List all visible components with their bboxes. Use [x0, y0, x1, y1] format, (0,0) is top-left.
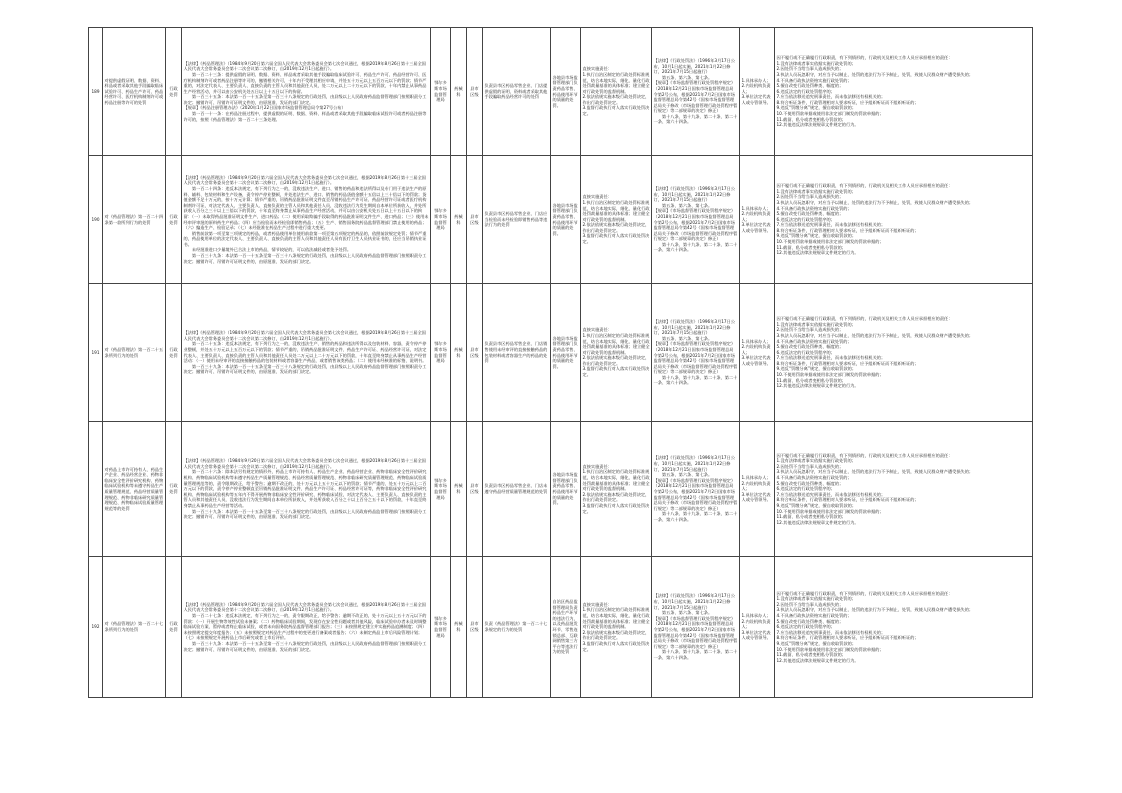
responsible-persons-cell: 1.具体承办人； 2.内设机构负责人； 3.单位法定代表人或分管领导。 [740, 28, 775, 156]
responsibility-scope-cell: 负责县市区药品零售企业、门店销售使用未经审评的直接接触药品的包装材料或者容器生产的药品的处罚 [483, 284, 551, 422]
responsibility-scope-cell: 负责《药品管理法》第一百二十七条规定的行为的处罚 [483, 557, 551, 698]
power-list-table [88, 27, 1033, 698]
item-type-cell: 行政处罚 [166, 156, 182, 284]
responsibility-law-basis-cell: 【法律】《行政处罚法》（1996年3月17日公布，10月1日起实施，2021年1月22日修订，2021年7月15日起施行） 第五条、第六条、第七条。 【规章】《市场监督管理行政处罚程序规定》（2018年12月21日国家市场监督管理总局令第2号公布，根据2021年7月2日国家市场监督管理总局令第42号《国家市场监督管理总局关于修改〈市场监督管理行政处罚程序暂行规定〉等二部规章的决定》修正） 第十八条、第十九条、第二十条、第二十一条、第六十四条。 [652, 557, 740, 698]
responsible-section-cell: 药械科 [451, 156, 467, 284]
responsible-persons-cell: 1.具体承办人； 2.内设机构负责人； 3.单位法定代表人或分管领导。 [740, 156, 775, 284]
item-name-cell: 对药品上市许可持有人、药品生产企业、药品经营企业、药物非临床安全性评价研究机构、药物临床试验机构等未遵守药品生产质量管理规范、药品经营质量管理规范、药物非临床研究质量管理规范、药物临床试验质量管理规范等的处罚 [103, 422, 166, 557]
item-name-cell: 对提供虚假证明、数据、资料、样品或者采取其他手段骗取临床试验许可、药品生产许可、药品经营许可、医疗机构制剂许可或药品注册等许可的处罚 [103, 28, 166, 156]
responsible-section-cell: 药械科 [451, 422, 467, 557]
level-scope-cell: 县市区级 [467, 156, 483, 284]
legal-basis-cell: 【法律】《药品管理法》（1984年9月20日第六届全国人民代表大会常务委员会第七次会议通过，根据2019年8月26日第十三届全国人民代表大会常务委员会第十二次会议第二次修订，自2019年12月1日起施行）。 第一百二十六条：除本法另有规定的情形外，药品上市许可持有人、药品生产企业、药品经营企业、药物非临床安全性评价研究机构、药物临床试验机构等未遵守药品生产质量管理规范、药品经营质量管理规范、药物非临床研究质量管理规范、药物临床试验质量管理规范等的，责令限期改正，给予警告；逾期不改正的，处十万元以上五十万元以下的罚款；情节严重的，处五十万元以上二百万元以下的罚款，责令停产停业整顿直至吊销药品批准证明文件、药品生产许可证、药品经营许可证等，药物非临床安全性评价研究机构、药物临床试验机构等五年内不得开展药物非临床安全性评价研究、药物临床试验，对法定代表人、主要负责人、直接负责的主管人员和其他责任人员，没收违法行为发生期间自本单位所获收入，并处所获收入百分之十以上百分之五十以下的罚款，十年直至终身禁止从事药品生产经营等活动。 第一百三十九条：本法第一百一十五条至第一百三十八条规定的行政处罚，由县级以上人民政府药品监督管理部门按照职责分工决定；撤销许可、吊销许可证明文件的，由原批准、发证的部门决定。 [182, 422, 431, 557]
level-scope-cell: 县市区级 [467, 422, 483, 557]
item-type-cell: 行政处罚 [166, 28, 182, 156]
item-type-cell: 行政处罚 [166, 422, 182, 557]
division-of-duties-cell: 各地县市场监督管理部门负责药品零售、药品使用环节的质量的处罚。 [551, 284, 581, 422]
implementing-department-cell: 鄂尔多斯市场监督管理局 [431, 557, 451, 698]
division-of-duties-cell: 自治区药品监督管理局负责药品生产环节的违法行为，以及药品批发环节、零售连锁总部、互联网销售第三方平台等违法行为的处罚 [551, 557, 581, 698]
table-row [89, 422, 1033, 557]
responsible-persons-cell: 1.具体承办人； 2.内设机构负责人； 3.单位法定代表人或分管领导。 [740, 557, 775, 698]
division-of-duties-cell: 各地县市场监督管理部门负责药品零售、药品使用环节的质量的处罚。 [551, 156, 581, 284]
legal-basis-cell: 【法律】《药品管理法》（1984年9月20日第六届全国人民代表大会常务委员会第七次会议通过，根据2019年8月26日第十三届全国人民代表大会常务委员会第十二次会议第二次修订，自2019年12月1日起施行）。 第一百二十七条：违反本法规定，有下列行为之一的，责令限期改正，给予警告；逾期不改正的，处十万元以上五十万元以下的罚款：（一）开展生物等效性试验未备案；（二）药物临床试验期间，发现存在安全性问题或者其他风险，临床试验申办者未及时调整临床试验方案、暂停或者终止临床试验，或者未向国务院药品监督管理部门报告；（三）未按照规定建立并实施药品追溯制度；（四）未按照规定提交年度报告；（五）未按照规定对药品生产过程中的变更进行备案或者报告；（六）未制定药品上市后风险管理计划；（七）未按照规定开展药品上市后研究或者上市后评价。 第一百三十九条：本法第一百一十五条至第一百三十八条规定的行政处罚，由县级以上人民政府药品监督管理部门按照职责分工决定；撤销许可、吊销许可证明文件的，由原批准、发证的部门决定。 [182, 557, 431, 698]
legal-basis-cell: 【法律】《药品管理法》（1984年9月20日第六届全国人民代表大会常务委员会第七次会议通过，根据2019年8月26日第十三届全国人民代表大会常务委员会第十二次会议第二次修订，自2019年12月1日起施行）。 第一百二十四条：违反本法规定，有下列行为之一的，没收违法生产、进口、销售的药品和违法所得以及专门用于违法生产的原料、辅料、包装材料和生产设备，责令停产停业整顿，并处违法生产、进口、销售的药品货值金额十五倍以上三十倍以下的罚款；货值金额不足十万元的，按十万元计算；情节严重的，吊销药品批准证明文件直至吊销药品生产许可证、药品经营许可证或者医疗机构制剂许可证，对法定代表人、主要负责人、直接负责的主管人员和其他责任人员，没收违法行为发生期间自本单位所获收入，并处所获收入百分之三十以上三倍以下的罚款，十年直至终身禁止从事药品生产经营活动，并可以由公安机关处五日以上十五日以下的拘留：（一）未取得药品批准证明文件生产、进口药品；（二）使用采取欺骗手段取得的药品批准证明文件生产、进口药品；（三）使用未经审评审批的原料药生产药品；（四）应当检验而未经检验即销售药品；（五）生产、销售国务院药品监督管理部门禁止使用的药品；（六）编造生产、检验记录；（七）未经批准在药品生产过程中进行重大变更。 销售前款第一项至第三项规定的药品，或者药品使用单位使用前款第一项至第五项规定的药品的，依照前款规定处罚；情节严重的，药品使用单位的法定代表人、主要负责人、直接负责的主管人员和其他责任人员有医疗卫生人员执业证书的，还应当吊销执业证书。 未经批准进口少量境外已合法上市的药品，情节较轻的，可以依法减轻或者免予处罚。 第一百三十九条：本法第一百一十五条至第一百三十八条规定的行政处罚，由县级以上人民政府药品监督管理部门按照职责分工决定；撤销许可、吊销许可证明文件的，由原批准、发证的部门决定。 [182, 156, 431, 284]
accountability-clauses-cell: 因不履行或不正确履行行政职责，有下列情形的，行政机关及相关工作人员应承担相应的责任： 1.没有法律或者事实依据实施行政处罚的； 2.因处罚不当给当事人造成损失的； 3.执法人员玩忽职守，对应当予以制止、处罚的违法行为不予制止、处罚，致使人民群众财产遭受损失的； 4.不具备行政执法资格实施行政处罚的； 5.擅自改变行政处罚种类、幅度的； 6.违反法定的行政处罚程序的； 7.应当依法移送追究刑事责任，而未依法移送有权机关的； 8.符合听证条件，行政管理相对人要求听证，应予组织听证而不组织听证的； 9.违反“罚缴分离”规定，擅自收取罚款的； 10.不使用罚款单据或使用非法定部门制发的罚款单据的； 11.截留、私分或者变相私分罚款的； 12.其他违反法律法规规章文件规定的行为。 [775, 422, 1033, 557]
responsible-persons-cell: 1.具体承办人； 2.内设机构负责人； 3.单位法定代表人或分管领导。 [740, 422, 775, 557]
responsibility-law-basis-cell: 【法律】《行政处罚法》（1996年3月17日公布，10月1日起实施，2021年1月22日修订，2021年7月15日起施行） 第五条、第六条、第七条。 【规章】《市场监督管理行政处罚程序规定》（2018年12月21日国家市场监督管理总局令第2号公布，根据2021年7月2日国家市场监督管理总局令第42号《国家市场监督管理总局关于修改〈市场监督管理行政处罚程序暂行规定〉等二部规章的决定》修正） 第十八条、第十九条、第二十条、第二十一条、第六十四条。 [652, 422, 740, 557]
responsible-persons-cell: 1.具体承办人； 2.内设机构负责人； 3.单位法定代表人或分管领导。 [740, 284, 775, 422]
legal-basis-cell: 【法律】《药品管理法》（1984年9月20日第六届全国人民代表大会常务委员会第七次会议通过，根据2019年8月26日第十三届全国人民代表大会常务委员会第十二次会议第二次修订，自2019年12月1日起施行）。 第一百二十五条：违反本法规定，有下列行为之一的，没收违法生产、销售的药品和违法所得以及包装材料、容器，责令停产停业整顿，并处五十万元以上五百万元以下的罚款；情节严重的，吊销药品批准证明文件、药品生产许可证、药品经营许可证，对法定代表人、主要负责人、直接负责的主管人员和其他责任人员处二万元以上二十万元以下的罚款，十年直至终身禁止从事药品生产经营活动：（一）使用未经审评的直接接触药品的包装材料或者容器生产药品，或者销售该类药品；（二）使用未经核准的标签、说明书。 第一百三十九条：本法第一百一十五条至第一百三十八条规定的行政处罚，由县级以上人民政府药品监督管理部门按照职责分工决定；撤销许可、吊销许可证明文件的，由原批准、发证的部门决定。 [182, 284, 431, 422]
implementing-department-cell: 鄂尔多斯市场监督管理局 [431, 422, 451, 557]
responsibility-content-cell: 直接实施责任： 1.执行自治区制定的行政处罚标准规范，结合本地实际，细化、量化行政处罚裁量基准的具体标准；建立健全对行政处罚的监督机制。 2.依法依规实施本级行政处罚决定，作出行政处罚决定。 3.监督行政执行对人落实行政处罚决定。 [581, 284, 652, 422]
responsibility-scope-cell: 负责县市区药品零售企业、门店提供虚假的证明、资料或者采取其他手段骗取药品经营许可的处罚 [483, 28, 551, 156]
accountability-clauses-cell: 因不履行或不正确履行行政职责，有下列情形的，行政机关及相关工作人员应承担相应的责任： 1.没有法律或者事实依据实施行政处罚的； 2.因处罚不当给当事人造成损失的； 3.执法人员玩忽职守，对应当予以制止、处罚的违法行为不予制止、处罚，致使人民群众财产遭受损失的； 4.不具备行政执法资格实施行政处罚的； 5.擅自改变行政处罚种类、幅度的； 6.违反法定的行政处罚程序的； 7.应当依法移送追究刑事责任，而未依法移送有权机关的； 8.符合听证条件，行政管理相对人要求听证，应予组织听证而不组织听证的； 9.违反“罚缴分离”规定，擅自收取罚款的； 10.不使用罚款单据或使用非法定部门制发的罚款单据的； 11.截留、私分或者变相私分罚款的； 12.其他违反法律法规规章文件规定的行为。 [775, 28, 1033, 156]
responsibility-scope-cell: 负责县市区药品零售企业、门店未遵守药品经营质量管理规范的处罚 [483, 422, 551, 557]
table-row [89, 284, 1033, 422]
item-number-cell [89, 422, 103, 557]
responsibility-content-cell: 直接实施责任： 1.执行自治区制定的行政处罚标准规范，结合本地实际，细化、量化行政处罚裁量基准的具体标准；建立健全对行政处罚的监督机制。 2.依法依规实施本级行政处罚决定，作出行政处罚决定。 3.监督行政执行对人落实行政处罚决定。 [581, 156, 652, 284]
responsibility-law-basis-cell: 【法律】《行政处罚法》（1996年3月17日公布，10月1日起实施，2021年1月22日修订，2021年7月15日起施行） 第五条、第六条、第七条。 【规章】《市场监督管理行政处罚程序规定》（2018年12月21日国家市场监督管理总局令第2号公布，根据2021年7月2日国家市场监督管理总局令第42号《国家市场监督管理总局关于修改〈市场监督管理行政处罚程序暂行规定〉等二部规章的决定》修正） 第十八条、第十九条、第二十条、第二十一条、第六十四条。 [652, 156, 740, 284]
item-name-cell: 对《药品管理法》第一百二十五条所列行为的处罚 [103, 284, 166, 422]
legal-basis-cell: 【法律】《药品管理法》（1984年9月20日第六届全国人民代表大会常务委员会第七次会议通过，根据2019年8月26日第十三届全国人民代表大会常务委员会第十二次会议第二次修订，自2019年12月1日起施行）。 第一百二十三条：提供虚假的证明、数据、资料、样品或者采取其他手段骗取临床试验许可、药品生产许可、药品经营许可、医疗机构制剂许可或者药品注册等许可的，撤销相关许可，十年内不受理其相应申请，并处五十万元以上五百万元以下的罚款；情节严重的，对法定代表人、主要负责人、直接负责的主管人员和其他责任人员，处二万元以上二十万元以下的罚款，十年内禁止从事药品生产经营活动，并可以由公安机关处五日以上十五日以下的拘留。 第一百三十五条：本法第一百一十五条至第一百三十八条规定的行政处罚，由县级以上人民政府药品监督管理部门按照职责分工决定；撤销许可、吊销许可证明文件的，由原批准、发证的部门决定。 【规章】《药品注册管理办法》（2020年1月22日国家市场监督管理总局令第27号公布） 第一百一十一条：在药品注册过程中，提供虚假的证明、数据、资料、样品或者采取其他手段骗取临床试验许可或者药品注册等许可的，按照《药品管理法》第一百二十三条处理。 [182, 28, 431, 156]
responsible-section-cell: 药械科 [451, 284, 467, 422]
item-type-cell: 行政处罚 [166, 557, 182, 698]
responsibility-content-cell: 直接实施责任： 1.执行自治区制定的行政处罚标准规范，结合本地实际，细化、量化行政处罚裁量基准的具体标准；建立健全对行政处罚的监督机制。 2.依法依规实施本级行政处罚决定，作出行政处罚决定。 3.监督行政执行对人落实行政处罚决定。 [581, 28, 652, 156]
item-number-cell: 190 [89, 156, 103, 284]
responsible-section-cell: 药械科 [451, 557, 467, 698]
item-number-cell: 192 [89, 557, 103, 698]
responsibility-law-basis-cell: 【法律】《行政处罚法》（1996年3月17日公布，10月1日起实施，2021年1月22日修订，2021年7月15日起施行） 第五条、第六条、第七条。 【规章】《市场监督管理行政处罚程序规定》（2018年12月21日国家市场监督管理总局令第2号公布，根据2021年7月2日国家市场监督管理总局令第42号《国家市场监督管理总局关于修改〈市场监督管理行政处罚程序暂行规定〉等二部规章的决定》修正） 第十八条、第十九条、第二十条、第二十一条、第六十四条。 [652, 284, 740, 422]
item-name-cell: 对《药品管理法》第一百二十四条第一款所列行为的处罚 [103, 156, 166, 284]
table-row [89, 28, 1033, 156]
division-of-duties-cell: 各地县市场监督管理部门负责药品零售、药品使用环节的质量的处罚。 [551, 422, 581, 557]
responsibility-scope-cell: 负责县市区药品零售企业、门店应当检验而未经检验即销售药品等违法行为的处罚 [483, 156, 551, 284]
responsibility-content-cell: 直接实施责任： 1.执行自治区制定的行政处罚标准规范，结合本地实际，细化、量化行政处罚裁量基准的具体标准；建立健全对行政处罚的监督机制。 2.依法依规实施本级行政处罚决定，作出行政处罚决定。 3.监督行政执行对人落实行政处罚决定。 [581, 557, 652, 698]
accountability-clauses-cell: 因不履行或不正确履行行政职责，有下列情形的，行政机关及相关工作人员应承担相应的责任： 1.没有法律或者事实依据实施行政处罚的； 2.因处罚不当给当事人造成损失的； 3.执法人员玩忽职守，对应当予以制止、处罚的违法行为不予制止、处罚，致使人民群众财产遭受损失的； 4.不具备行政执法资格实施行政处罚的； 5.擅自改变行政处罚种类、幅度的； 6.违反法定的行政处罚程序的； 7.应当依法移送追究刑事责任，而未依法移送有权机关的； 8.符合听证条件，行政管理相对人要求听证，应予组织听证而不组织听证的； 9.违反“罚缴分离”规定，擅自收取罚款的； 10.不使用罚款单据或使用非法定部门制发的罚款单据的； 11.截留、私分或者变相私分罚款的； 12.其他违反法律法规规章文件规定的行为。 [775, 557, 1033, 698]
accountability-clauses-cell: 因不履行或不正确履行行政职责，有下列情形的，行政机关及相关工作人员应承担相应的责任： 1.没有法律或者事实依据实施行政处罚的； 2.因处罚不当给当事人造成损失的； 3.执法人员玩忽职守，对应当予以制止、处罚的违法行为不予制止、处罚，致使人民群众财产遭受损失的； 4.不具备行政执法资格实施行政处罚的； 5.擅自改变行政处罚种类、幅度的； 6.违反法定的行政处罚程序的； 7.应当依法移送追究刑事责任，而未依法移送有权机关的； 8.符合听证条件，行政管理相对人要求听证，应予组织听证而不组织听证的； 9.违反“罚缴分离”规定，擅自收取罚款的； 10.不使用罚款单据或使用非法定部门制发的罚款单据的； 11.截留、私分或者变相私分罚款的； 12.其他违反法律法规规章文件规定的行为。 [775, 156, 1033, 284]
level-scope-cell: 县市区级 [467, 557, 483, 698]
implementing-department-cell: 鄂尔多斯市场监督管理局 [431, 156, 451, 284]
level-scope-cell: 县市区级 [467, 28, 483, 156]
item-name-cell: 对《药品管理法》第一百二十七条所列行为的处罚 [103, 557, 166, 698]
division-of-duties-cell: 各地县市场监督管理部门负责药品零售、药品使用环节的质量的处罚。 [551, 28, 581, 156]
implementing-department-cell: 鄂尔多斯市场监督管理局 [431, 284, 451, 422]
level-scope-cell: 县市区级 [467, 284, 483, 422]
item-number-cell: 189 [89, 28, 103, 156]
responsibility-content-cell: 直接实施责任： 1.执行自治区制定的行政处罚标准规范，结合本地实际，细化、量化行政处罚裁量基准的具体标准；建立健全对行政处罚的监督机制。 2.依法依规实施本级行政处罚决定，作出行政处罚决定。 3.监督行政执行对人落实行政处罚决定。 [581, 422, 652, 557]
implementing-department-cell: 鄂尔多斯市场监督管理局 [431, 28, 451, 156]
power-list-sheet [88, 27, 1032, 698]
responsible-section-cell: 药械科 [451, 28, 467, 156]
item-type-cell: 行政处罚 [166, 284, 182, 422]
item-number-cell: 191 [89, 284, 103, 422]
accountability-clauses-cell: 因不履行或不正确履行行政职责，有下列情形的，行政机关及相关工作人员应承担相应的责任： 1.没有法律或者事实依据实施行政处罚的； 2.因处罚不当给当事人造成损失的； 3.执法人员玩忽职守，对应当予以制止、处罚的违法行为不予制止、处罚，致使人民群众财产遭受损失的； 4.不具备行政执法资格实施行政处罚的； 5.擅自改变行政处罚种类、幅度的； 6.违反法定的行政处罚程序的； 7.应当依法移送追究刑事责任，而未依法移送有权机关的； 8.符合听证条件，行政管理相对人要求听证，应予组织听证而不组织听证的； 9.违反“罚缴分离”规定，擅自收取罚款的； 10.不使用罚款单据或使用非法定部门制发的罚款单据的； 11.截留、私分或者变相私分罚款的； 12.其他违反法律法规规章文件规定的行为。 [775, 284, 1033, 422]
table-row [89, 156, 1033, 284]
table-row [89, 557, 1033, 698]
responsibility-law-basis-cell: 【法律】《行政处罚法》（1996年3月17日公布，10月1日起实施，2021年1月22日修订，2021年7月15日起施行） 第五条、第六条、第七条。 【规章】《市场监督管理行政处罚程序规定》（2018年12月21日国家市场监督管理总局令第2号公布，根据2021年7月2日国家市场监督管理总局令第42号《国家市场监督管理总局关于修改〈市场监督管理行政处罚程序暂行规定〉等二部规章的决定》修正） 第十八条、第十九条、第二十条、第二十一条、第六十四条。 [652, 28, 740, 156]
